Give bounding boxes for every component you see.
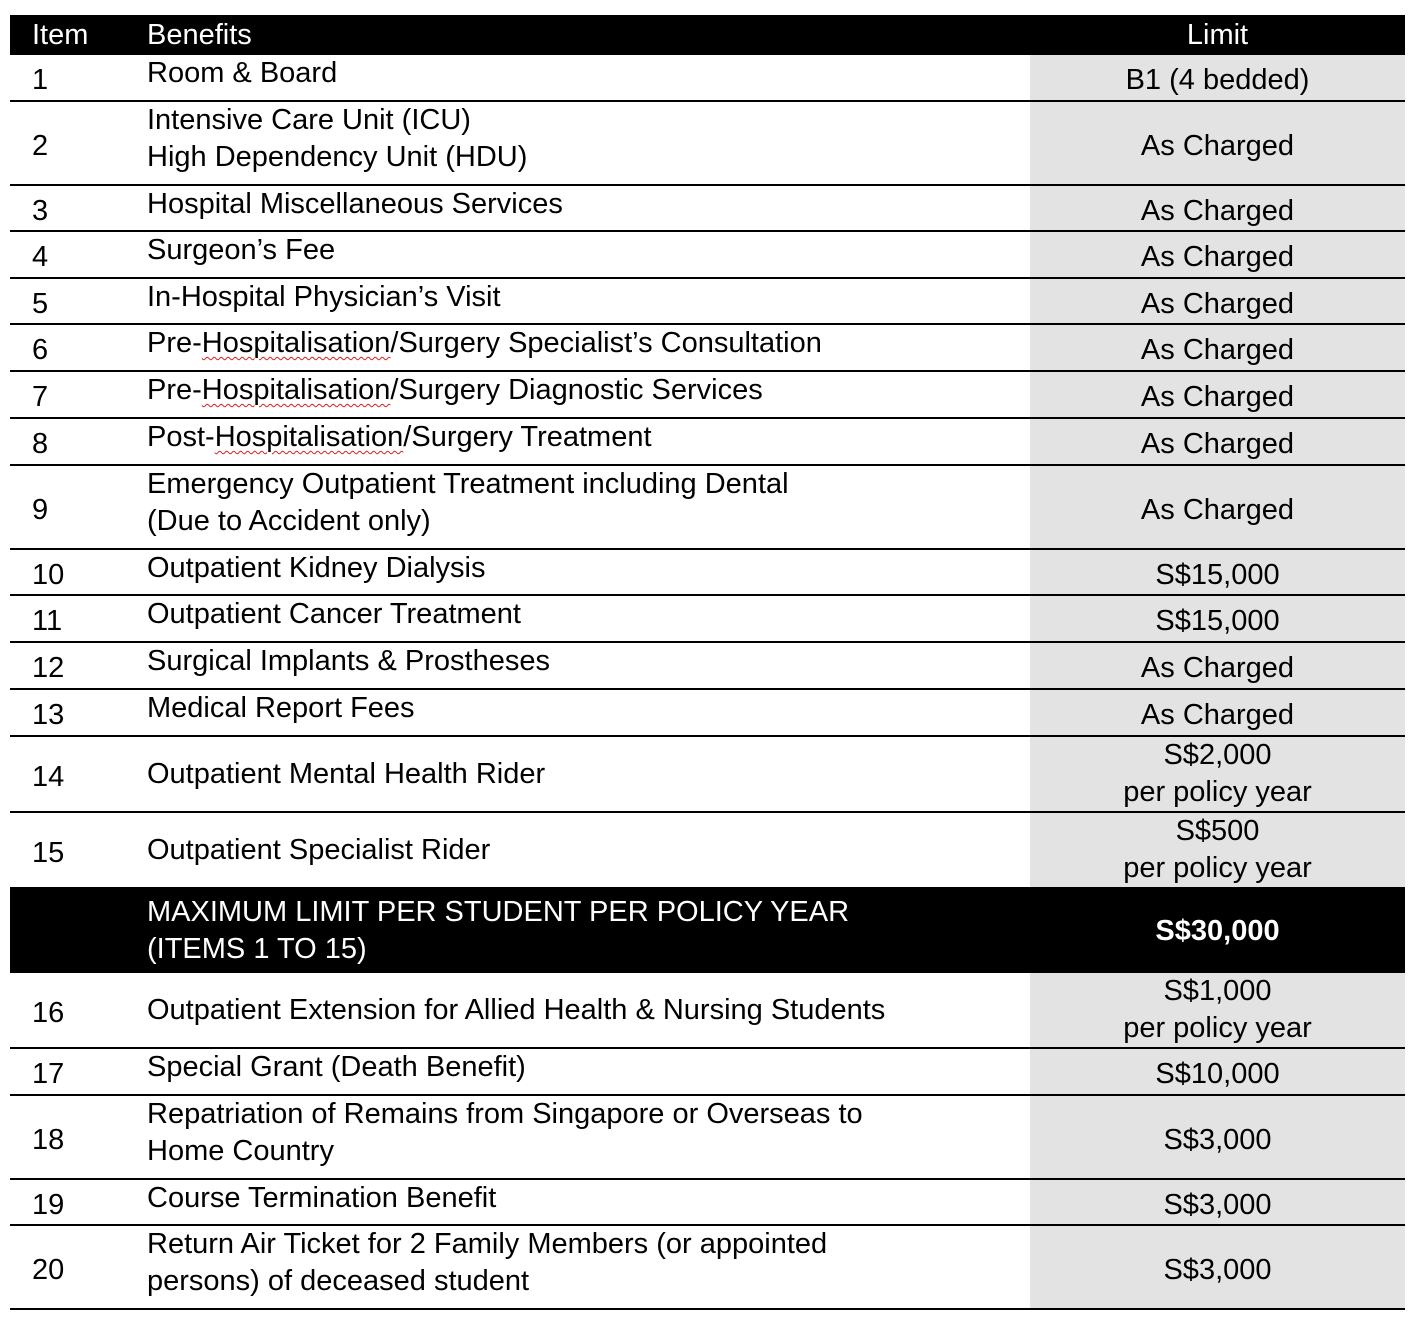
item-number: 9 (10, 465, 137, 549)
item-number: 3 (10, 185, 137, 231)
item-number: 17 (10, 1048, 137, 1095)
benefit-line: Outpatient Specialist Rider (147, 833, 491, 866)
header-limit: Limit (1030, 15, 1405, 55)
benefit-suffix: /Surgery Diagnostic Services (390, 374, 763, 406)
benefit-line: Hospital Miscellaneous Services (147, 188, 563, 220)
table-row (10, 231, 1405, 278)
limit-line: S$10,000 (1155, 1058, 1280, 1090)
benefit-name (137, 418, 1030, 465)
benefit-name (137, 973, 1030, 1048)
benefits-table (10, 15, 1405, 1310)
limit-line: As Charged (1140, 334, 1295, 366)
benefit-name (137, 1179, 1030, 1225)
limit-line: As Charged (1140, 699, 1295, 731)
limit-line: As Charged (1140, 241, 1295, 273)
limit-value (1030, 1179, 1405, 1225)
spellcheck-flagged-word: Hospitalisation (201, 374, 391, 406)
benefit-line: Intensive Care Unit (ICU) (147, 104, 471, 136)
limit-line: As Charged (1140, 194, 1295, 227)
item-number: 20 (10, 1225, 137, 1309)
limit-line: per policy year (1123, 776, 1312, 808)
table-row (10, 1225, 1405, 1309)
limit-value (1030, 465, 1405, 549)
benefit-line: Emergency Outpatient Treatment including Dental (147, 468, 789, 500)
limit-value (1030, 324, 1405, 371)
spellcheck-flagged-word: Hospitalisation (214, 421, 404, 453)
total-label-line: MAXIMUM LIMIT PER STUDENT PER POLICY YEAR (147, 896, 850, 928)
benefit-line: Return Air Ticket for 2 Family Members (or appointed (147, 1228, 828, 1260)
limit-value (1030, 642, 1405, 689)
item-number: 8 (10, 418, 137, 465)
limit-line: S$500 (1175, 815, 1260, 847)
benefit-name (137, 465, 1030, 549)
maximum-limit-value: S$30,000 (1030, 888, 1405, 973)
limit-line: As Charged (1140, 381, 1295, 413)
table-row (10, 1048, 1405, 1095)
item-number: 11 (10, 595, 137, 642)
limit-value (1030, 549, 1405, 595)
limit-line: S$15,000 (1155, 605, 1280, 637)
item-number: 16 (10, 973, 137, 1048)
benefit-line: Outpatient Cancer Treatment (147, 598, 521, 630)
benefit-line: Medical Report Fees (147, 692, 415, 724)
table-row (10, 278, 1405, 324)
limit-value (1030, 973, 1405, 1048)
item-number: 2 (10, 101, 137, 185)
table-row (10, 549, 1405, 595)
benefit-line: persons) of deceased student (147, 1265, 530, 1297)
table-row (10, 185, 1405, 231)
limit-line: As Charged (1140, 493, 1295, 526)
benefit-line (147, 419, 1030, 456)
benefit-suffix: /Surgery Specialist’s Consultation (390, 327, 822, 359)
benefit-line: Outpatient Extension for Allied Health & Nursing Students (147, 993, 886, 1026)
table-row (10, 595, 1405, 642)
table-row (10, 642, 1405, 689)
limit-line: S$3,000 (1163, 1253, 1272, 1286)
benefit-name (137, 231, 1030, 278)
limit-value (1030, 101, 1405, 185)
limit-value (1030, 418, 1405, 465)
benefit-name (137, 549, 1030, 595)
limit-value (1030, 595, 1405, 642)
limit-line: B1 (4 bedded) (1125, 64, 1310, 96)
benefit-name (137, 595, 1030, 642)
limit-value (1030, 812, 1405, 888)
benefit-line: Surgical Implants & Prostheses (147, 645, 550, 677)
table-row (10, 736, 1405, 812)
item-number: 1 (10, 55, 137, 101)
item-number: 19 (10, 1179, 137, 1225)
benefit-name (137, 1095, 1030, 1179)
item-number: 18 (10, 1095, 137, 1179)
limit-value (1030, 736, 1405, 812)
item-number: 6 (10, 324, 137, 371)
benefit-prefix: Pre- (147, 374, 202, 406)
benefit-name (137, 101, 1030, 185)
table-row (10, 55, 1405, 101)
limit-line: S$1,000 (1163, 975, 1272, 1007)
table-row (10, 324, 1405, 371)
benefit-name (137, 689, 1030, 736)
table-row (10, 371, 1405, 418)
item-number: 7 (10, 371, 137, 418)
total-label-line: (ITEMS 1 TO 15) (147, 933, 367, 965)
benefit-name (137, 371, 1030, 418)
benefit-line: Surgeon’s Fee (147, 234, 336, 266)
benefit-name (137, 1048, 1030, 1095)
benefit-line (147, 372, 1030, 409)
item-number: 14 (10, 736, 137, 812)
total-item-cell (10, 888, 137, 973)
limit-line: S$15,000 (1155, 558, 1280, 591)
limit-value (1030, 231, 1405, 278)
item-number: 10 (10, 549, 137, 595)
limit-value (1030, 1095, 1405, 1179)
table-row (10, 465, 1405, 549)
table-row (10, 1179, 1405, 1225)
benefit-line: Special Grant (Death Benefit) (147, 1051, 526, 1083)
benefit-prefix: Pre- (147, 327, 202, 359)
benefit-name (137, 642, 1030, 689)
table-row (10, 812, 1405, 888)
benefit-line: Repatriation of Remains from Singapore or Overseas to (147, 1098, 863, 1130)
limit-line: As Charged (1140, 428, 1295, 460)
table-row (10, 973, 1405, 1048)
benefit-suffix: /Surgery Treatment (403, 421, 652, 453)
benefit-name (137, 812, 1030, 888)
benefit-name (137, 324, 1030, 371)
benefit-line: High Dependency Unit (HDU) (147, 141, 528, 173)
benefit-prefix: Post- (147, 421, 215, 453)
table-row (10, 418, 1405, 465)
item-number: 13 (10, 689, 137, 736)
limit-line: S$2,000 (1163, 739, 1272, 771)
benefit-line: (Due to Accident only) (147, 505, 431, 537)
spellcheck-flagged-word: Hospitalisation (201, 327, 391, 359)
limit-value (1030, 371, 1405, 418)
table-row (10, 689, 1405, 736)
maximum-limit-row (10, 888, 1405, 973)
limit-value (1030, 278, 1405, 324)
limit-line: S$3,000 (1163, 1188, 1272, 1221)
benefit-line (147, 325, 1030, 362)
limit-value (1030, 1225, 1405, 1309)
limit-value (1030, 185, 1405, 231)
header-benefits: Benefits (137, 15, 1030, 55)
limit-value (1030, 689, 1405, 736)
benefit-line: Room & Board (147, 57, 338, 89)
limit-line: per policy year (1123, 852, 1312, 884)
limit-line: As Charged (1140, 129, 1295, 162)
limit-line: per policy year (1123, 1012, 1312, 1044)
limit-value (1030, 55, 1405, 101)
limit-value (1030, 1048, 1405, 1095)
limit-line: As Charged (1140, 287, 1295, 320)
limit-line: As Charged (1140, 652, 1295, 684)
item-number: 4 (10, 231, 137, 278)
benefit-line: In-Hospital Physician’s Visit (147, 281, 501, 313)
benefit-line: Outpatient Mental Health Rider (147, 757, 546, 790)
header-row (10, 15, 1405, 55)
table-row (10, 1095, 1405, 1179)
benefit-name (137, 185, 1030, 231)
item-number: 12 (10, 642, 137, 689)
maximum-limit-label (137, 888, 1030, 973)
benefit-line: Home Country (147, 1135, 334, 1167)
table-row (10, 101, 1405, 185)
benefit-name (137, 1225, 1030, 1309)
item-number: 15 (10, 812, 137, 888)
item-number: 5 (10, 278, 137, 324)
benefit-name (137, 736, 1030, 812)
benefit-line: Course Termination Benefit (147, 1182, 497, 1214)
header-item: Item (10, 15, 137, 55)
benefit-name (137, 278, 1030, 324)
benefit-line: Outpatient Kidney Dialysis (147, 552, 486, 584)
limit-line: S$3,000 (1163, 1123, 1272, 1156)
benefit-name (137, 55, 1030, 101)
